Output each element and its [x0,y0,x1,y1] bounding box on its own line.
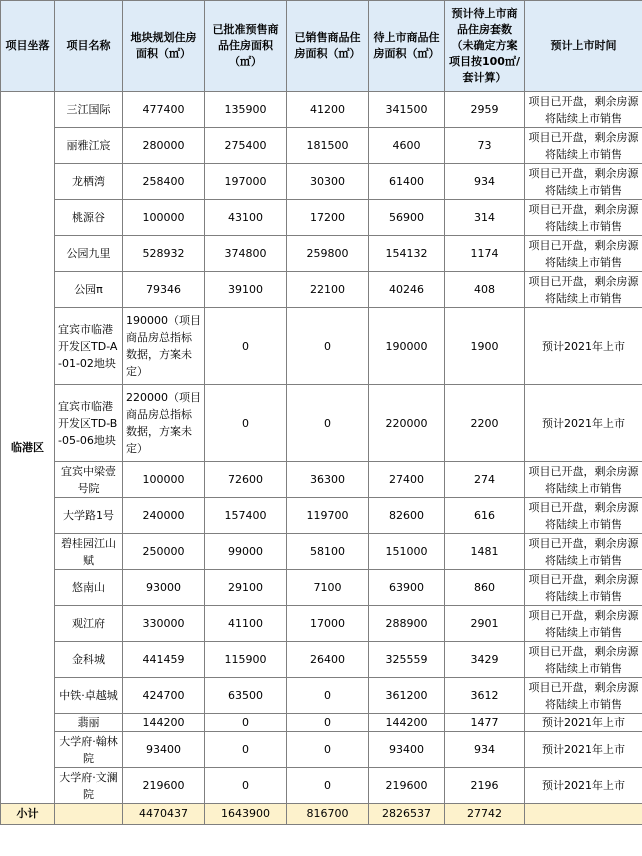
plot-area: 100000 [123,462,205,498]
table-row [1,308,642,385]
pending-units: 1477 [445,714,525,732]
sold-area: 259800 [287,236,369,272]
approved-area: 0 [205,308,287,385]
plot-area: 330000 [123,606,205,642]
plot-area: 258400 [123,164,205,200]
launch-time: 项目已开盘，剩余房源将陆续上市销售 [525,678,642,714]
sold-area: 181500 [287,128,369,164]
pending-units: 1174 [445,236,525,272]
subtotal-plot: 4470437 [123,804,205,825]
table-row [1,385,642,462]
table-row [1,534,642,570]
table-row [1,570,642,606]
subtotal-sold: 816700 [287,804,369,825]
project-name: 桃源谷 [55,200,123,236]
table-row [1,236,642,272]
table-row [1,462,642,498]
launch-time: 预计2021年上市 [525,714,642,732]
pending-area: 219600 [369,768,445,804]
project-name: 龙栖湾 [55,164,123,200]
pending-units: 314 [445,200,525,236]
sold-area: 0 [287,714,369,732]
plot-area: 424700 [123,678,205,714]
plot-area: 220000（项目商品房总指标数据，方案未定） [123,385,205,462]
pending-area: 151000 [369,534,445,570]
header-project-name: 项目名称 [55,1,123,92]
launch-time: 项目已开盘，剩余房源将陆续上市销售 [525,498,642,534]
header-sold-area: 已销售商品住房面积（㎡） [287,1,369,92]
subtotal-approved: 1643900 [205,804,287,825]
subtotal-units: 27742 [445,804,525,825]
plot-area: 93400 [123,732,205,768]
launch-time: 项目已开盘，剩余房源将陆续上市销售 [525,534,642,570]
launch-time: 项目已开盘，剩余房源将陆续上市销售 [525,92,642,128]
sold-area: 41200 [287,92,369,128]
plot-area: 240000 [123,498,205,534]
sold-area: 26400 [287,642,369,678]
table-row [1,606,642,642]
plot-area: 477400 [123,92,205,128]
approved-area: 63500 [205,678,287,714]
pending-units: 1481 [445,534,525,570]
pending-area: 341500 [369,92,445,128]
launch-time: 预计2021年上市 [525,308,642,385]
subtotal-pending: 2826537 [369,804,445,825]
launch-time: 项目已开盘，剩余房源将陆续上市销售 [525,236,642,272]
project-name: 宜宾中梁壹号院 [55,462,123,498]
pending-units: 1900 [445,308,525,385]
approved-area: 72600 [205,462,287,498]
sold-area: 0 [287,308,369,385]
pending-units: 2196 [445,768,525,804]
table-row [1,128,642,164]
launch-time: 项目已开盘，剩余房源将陆续上市销售 [525,272,642,308]
table-row [1,164,642,200]
table-row [1,498,642,534]
project-name: 三江国际 [55,92,123,128]
pending-area: 144200 [369,714,445,732]
table-row [1,642,642,678]
pending-units: 860 [445,570,525,606]
sold-area: 0 [287,678,369,714]
plot-area: 144200 [123,714,205,732]
approved-area: 43100 [205,200,287,236]
pending-units: 616 [445,498,525,534]
pending-units: 2200 [445,385,525,462]
approved-area: 41100 [205,606,287,642]
approved-area: 157400 [205,498,287,534]
launch-time: 预计2021年上市 [525,768,642,804]
approved-area: 135900 [205,92,287,128]
project-name: 宜宾市临港开发区TD-A-01-02地块 [55,308,123,385]
approved-area: 0 [205,768,287,804]
plot-area: 280000 [123,128,205,164]
approved-area: 275400 [205,128,287,164]
sold-area: 7100 [287,570,369,606]
approved-area: 0 [205,732,287,768]
plot-area: 93000 [123,570,205,606]
pending-area: 154132 [369,236,445,272]
subtotal-row [1,804,642,825]
sold-area: 119700 [287,498,369,534]
launch-time: 项目已开盘，剩余房源将陆续上市销售 [525,606,642,642]
launch-time: 预计2021年上市 [525,732,642,768]
sold-area: 0 [287,732,369,768]
sold-area: 17000 [287,606,369,642]
header-pending-units: 预计待上市商品住房套数（未确定方案项目按100㎡/套计算） [445,1,525,92]
project-name: 金科城 [55,642,123,678]
plot-area: 441459 [123,642,205,678]
table-row [1,92,642,128]
project-name: 碧桂园江山赋 [55,534,123,570]
launch-time: 项目已开盘，剩余房源将陆续上市销售 [525,164,642,200]
pending-area: 361200 [369,678,445,714]
approved-area: 99000 [205,534,287,570]
table-row [1,678,642,714]
pending-area: 27400 [369,462,445,498]
pending-units: 73 [445,128,525,164]
pending-units: 934 [445,732,525,768]
approved-area: 115900 [205,642,287,678]
pending-units: 274 [445,462,525,498]
table-row [1,272,642,308]
project-name: 丽雅江宸 [55,128,123,164]
pending-units: 3429 [445,642,525,678]
project-name: 观江府 [55,606,123,642]
table-row [1,714,642,732]
sold-area: 30300 [287,164,369,200]
plot-area: 100000 [123,200,205,236]
pending-area: 4600 [369,128,445,164]
sold-area: 22100 [287,272,369,308]
project-name: 翡丽 [55,714,123,732]
approved-area: 29100 [205,570,287,606]
approved-area: 374800 [205,236,287,272]
pending-area: 288900 [369,606,445,642]
pending-area: 325559 [369,642,445,678]
pending-units: 2959 [445,92,525,128]
launch-time: 项目已开盘，剩余房源将陆续上市销售 [525,642,642,678]
plot-area: 528932 [123,236,205,272]
launch-time: 项目已开盘，剩余房源将陆续上市销售 [525,462,642,498]
header-approved-area: 已批准预售商品住房面积（㎡） [205,1,287,92]
pending-area: 61400 [369,164,445,200]
table-row [1,200,642,236]
pending-units: 934 [445,164,525,200]
header-plot-area: 地块规划住房面积（㎡） [123,1,205,92]
subtotal-time-blank [525,804,642,825]
pending-area: 40246 [369,272,445,308]
pending-units: 3612 [445,678,525,714]
approved-area: 39100 [205,272,287,308]
pending-units: 408 [445,272,525,308]
pending-units: 2901 [445,606,525,642]
approved-area: 0 [205,714,287,732]
header-row [1,1,642,92]
approved-area: 197000 [205,164,287,200]
launch-time: 项目已开盘，剩余房源将陆续上市销售 [525,128,642,164]
sold-area: 17200 [287,200,369,236]
launch-time: 预计2021年上市 [525,385,642,462]
pending-area: 93400 [369,732,445,768]
sold-area: 58100 [287,534,369,570]
project-name: 大学府·文澜院 [55,768,123,804]
pending-area: 190000 [369,308,445,385]
launch-time: 项目已开盘，剩余房源将陆续上市销售 [525,200,642,236]
table-row [1,732,642,768]
approved-area: 0 [205,385,287,462]
pending-area: 63900 [369,570,445,606]
district-cell: 临港区 [1,92,55,804]
project-name: 大学路1号 [55,498,123,534]
plot-area: 190000（项目商品房总指标数据，方案未定） [123,308,205,385]
project-name: 中铁·卓越城 [55,678,123,714]
pending-area: 56900 [369,200,445,236]
project-name: 宜宾市临港开发区TD-B-05-06地块 [55,385,123,462]
header-launch-time: 预计上市时间 [525,1,642,92]
pending-area: 220000 [369,385,445,462]
table-row [1,768,642,804]
project-name: 公园九里 [55,236,123,272]
plot-area: 250000 [123,534,205,570]
project-name: 公园π [55,272,123,308]
pending-area: 82600 [369,498,445,534]
project-name: 大学府·翰林院 [55,732,123,768]
subtotal-label: 小计 [1,804,55,825]
header-pending-area: 待上市商品住房面积（㎡） [369,1,445,92]
project-name: 悠南山 [55,570,123,606]
header-district: 项目坐落 [1,1,55,92]
sold-area: 0 [287,385,369,462]
sold-area: 36300 [287,462,369,498]
plot-area: 219600 [123,768,205,804]
sold-area: 0 [287,768,369,804]
plot-area: 79346 [123,272,205,308]
subtotal-blank [55,804,123,825]
launch-time: 项目已开盘，剩余房源将陆续上市销售 [525,570,642,606]
